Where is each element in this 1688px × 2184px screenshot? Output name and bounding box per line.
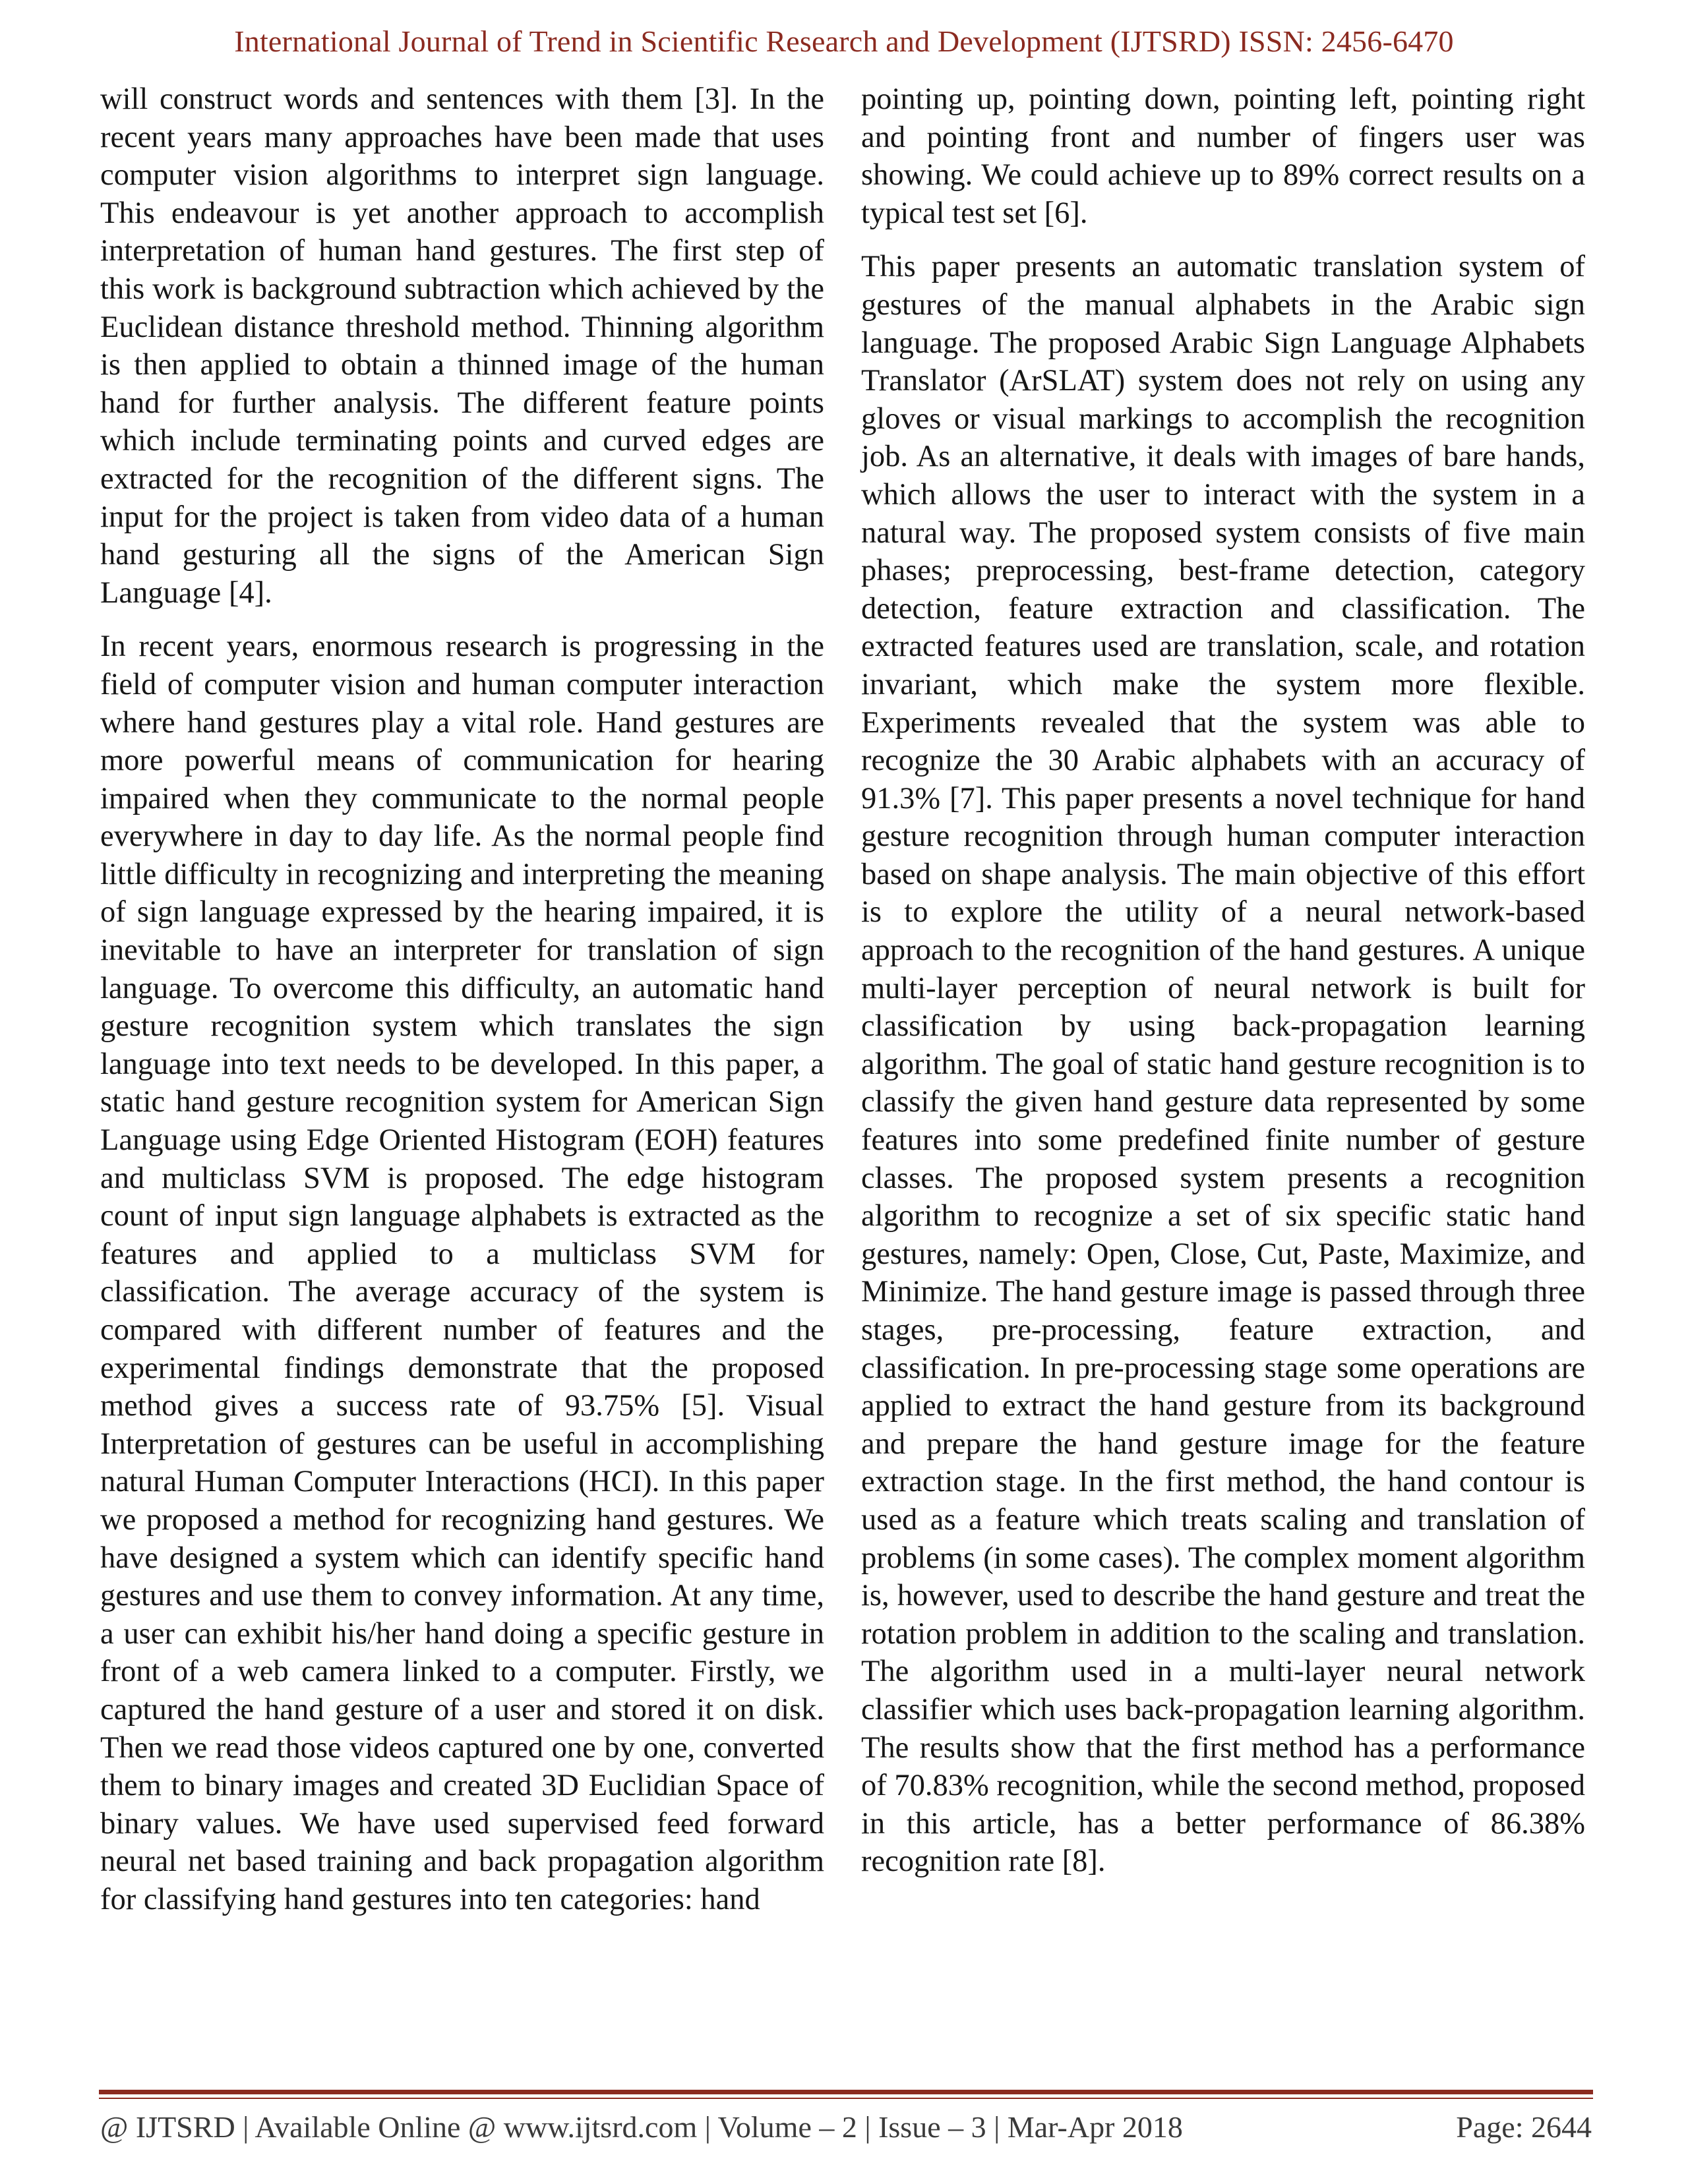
journal-header: International Journal of Trend in Scientific Research and Development (IJTSRD) ISSN: 2456-6470 — [234, 24, 1454, 58]
footer-divider-thin — [99, 2098, 1593, 2099]
body-paragraph: In recent years, enormous research is progressing in the field of computer vision and human computer interaction where hand gestures play a vital role. Hand gestures are more powerful means of communication for hearing impaired when they communicate to the normal people everywhere in day to day life. As the normal people find little difficulty in recognizing and interpreting the meaning of sign language expressed by the hearing impaired, it is inevitable to have an interpreter for translation of sign language. To overcome this difficulty, an automatic hand gesture recognition system which translates the sign language into text needs to be developed. In this paper, a static hand gesture recognition system for American Sign Language using Edge Oriented Histogram (EOH) features and multiclass SVM is proposed. The edge histogram count of input sign language alphabets is extracted as the features and applied to a multiclass SVM for classification. The average accuracy of the system is compared with different number of features and the experimental findings demonstrate that the proposed method gives a success rate of 93.75% [5]. Visual Interpretation of gestures can be useful in accomplishing natural Human Computer Interactions (HCI). In this paper we proposed a method for recognizing hand gestures. We have designed a system which can identify specific hand gestures and use them to convey information. At any time, a user can exhibit his/her hand doing a specific gesture in front of a web camera linked to a computer. Firstly, we captured the hand gesture of a user and stored it on disk. Then we read those videos captured one by one, converted them to binary images and created 3D Euclidian Space of binary values. We have used supervised feed forward neural net based training and back propagation algorithm for classifying hand gestures into ten categories: hand — [100, 630, 824, 1916]
left-column — [100, 80, 824, 1935]
right-column — [861, 80, 1585, 1897]
footer-publication-info: @ IJTSRD | Available Online @ www.ijtsrd.com | Volume – 2 | Issue – 3 | Mar-Apr 2018 — [100, 2110, 1183, 2144]
body-paragraph: will construct words and sentences with them [3]. In the recent years many approaches have been made that uses computer vision algorithms to interpret sign language. This endeavour is yet another approach to accomplish interpretation of human hand gestures. The first step of this work is background subtraction which achieved by the Euclidean distance threshold method. Thinning algorithm is then applied to obtain a thinned image of the human hand for further analysis. The different feature points which include terminating points and curved edges are extracted for the recognition of the different signs. The input for the project is taken from video data of a human hand gesturing all the signs of the American Sign Language [4]. — [100, 82, 824, 610]
body-paragraph: pointing up, pointing down, pointing left, pointing right and pointing front and number of fingers user was showing. We could achieve up to 89% correct results on a typical test set [6]. — [861, 82, 1585, 230]
page-number: Page: 2644 — [1456, 2110, 1592, 2144]
body-paragraph: This paper presents an automatic translation system of gestures of the manual alphabets in the Arabic sign language. The proposed Arabic Sign Language Alphabets Translator (ArSLAT) system does not rely on using any gloves or visual markings to accomplish the recognition job. As an alternative, it deals with images of bare hands, which allows the user to interact with the system in a natural way. The proposed system consists of five main phases; preprocessing, best-frame detection, category detection, feature extraction and classification. The extracted features used are translation, scale, and rotation invariant, which make the system more flexible. Experiments revealed that the system was able to recognize the 30 Arabic alphabets with an accuracy of 91.3% [7]. This paper presents a novel technique for hand gesture recognition through human computer interaction based on shape analysis. The main objective of this effort is to explore the utility of a neural network-based approach to the recognition of the hand gestures. A unique multi-layer perception of neural network is built for classification by using back-propagation learning algorithm. The goal of static hand gesture recognition is to classify the given hand gesture data represented by some features into some predefined finite number of gesture classes. The proposed system presents a recognition algorithm to recognize a set of six specific static hand gestures, namely: Open, Close, Cut, Paste, Maximize, and Minimize. The hand gesture image is passed through three stages, pre-processing, feature extraction, and classification. In pre-processing stage some operations are applied to extract the hand gesture from its background and prepare the hand gesture image for the feature extraction stage. In the first method, the hand contour is used as a feature which treats scaling and translation of problems (in some cases). The complex moment algorithm is, however, used to describe the hand gesture and treat the rotation problem in addition to the scaling and translation. The algorithm used in a multi-layer neural network classifier which uses back-propagation learning algorithm. The results show that the first method has a performance of 70.83% recognition, while the second method, proposed in this article, has a better performance of 86.38% recognition rate [8]. — [861, 250, 1585, 1879]
footer-divider — [99, 2090, 1593, 2094]
